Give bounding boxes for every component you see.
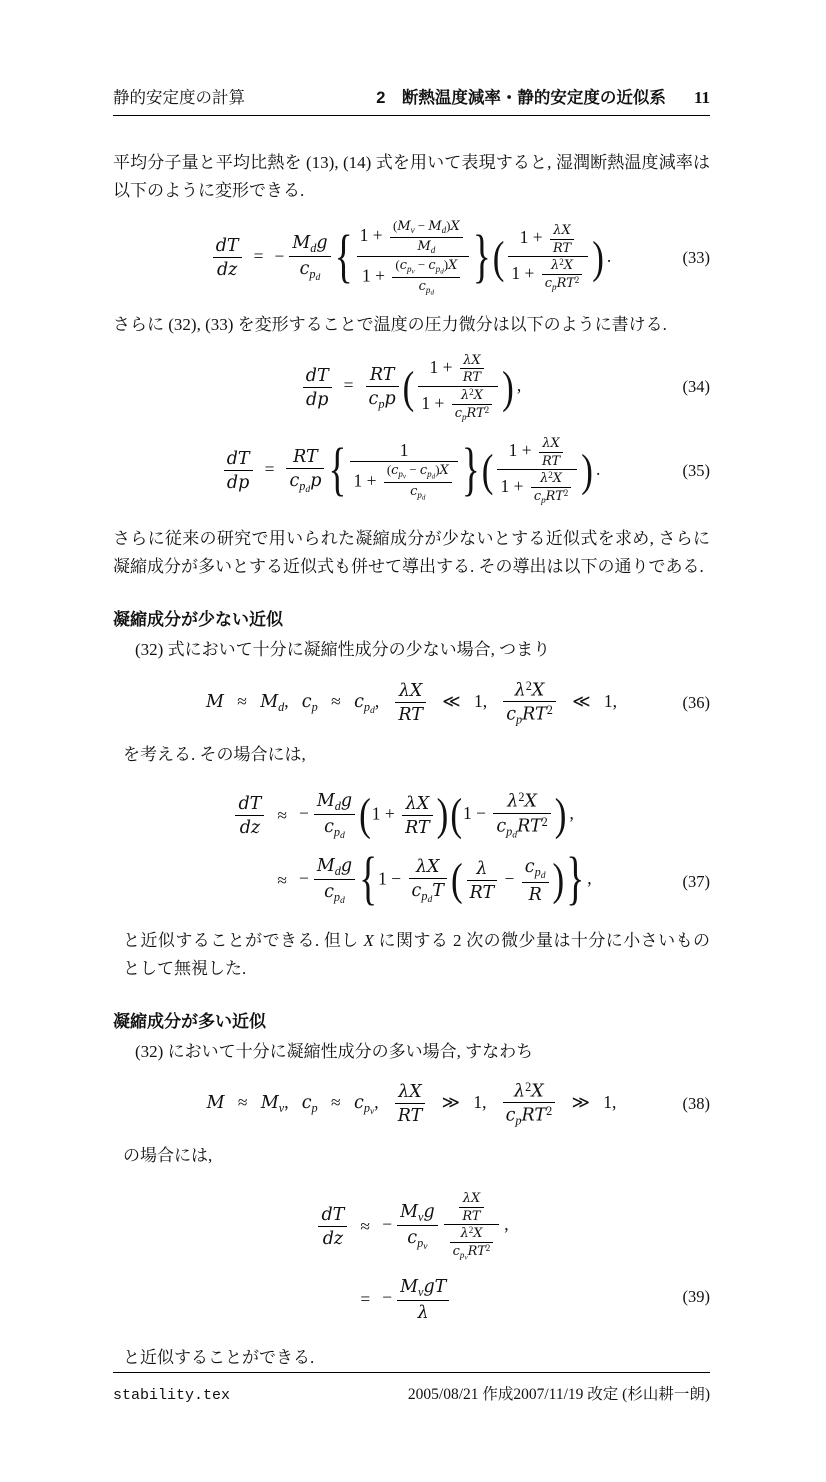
- equation-number-37: (37): [682, 871, 710, 891]
- paragraph-in-this-case: の場合には,: [123, 1145, 213, 1165]
- equation-35: [113, 436, 710, 505]
- paragraph-conclusion: と近似することができる.: [123, 1347, 315, 1367]
- equation-39-lhs: $\frac{dT}{dz}$: [312, 1184, 350, 1269]
- equation-number-34: (34): [682, 377, 710, 397]
- equation-37-align: [229, 783, 593, 913]
- equation-37-line-1: [229, 783, 593, 848]
- equation-39-relation-1: ≈: [360, 1215, 370, 1236]
- equation-33: [113, 219, 710, 297]
- equation-39-align: [312, 1184, 510, 1330]
- equation-39-rhs-2: − $M_vgT$ λ: [380, 1269, 510, 1330]
- paragraph-neglect-second-order: と近似することができる. 但し X に関する 2 次の微少量は十分に小さいものとして無視した.: [123, 930, 711, 978]
- equation-37-relation-1: ≈: [277, 804, 287, 825]
- equation-number-36: (36): [682, 692, 710, 712]
- equation-37-line-2: [229, 845, 593, 913]
- subsection-heading-much-condensate: 凝縮成分が多い近似: [113, 1011, 266, 1031]
- page-footer: [113, 1372, 710, 1482]
- equation-36-body: $M \approx M_d$, $c_p \approx c_{pd}$, $\frac{\lambda X}{RT}$ ≪ 1, $\lambda^2X$ $c_pRT^2$ ≪ 1,: [205, 678, 618, 727]
- equation-number-33: (33): [682, 247, 710, 267]
- page-body: [113, 116, 710, 1372]
- paragraph-intro: 平均分子量と平均比熱を (13), (14) 式を用いて表現すると, 湿潤断熱温度減率は以下のように変形できる.: [113, 153, 710, 201]
- header-section-title: 2 断熱温度減率・静的安定度の近似系: [376, 89, 666, 107]
- paragraph-consider-case: を考える. その場合には,: [123, 744, 306, 764]
- equation-39-line-2: [312, 1269, 510, 1330]
- paragraph-approximations-intro: さらに従来の研究で用いられた凝縮成分が少ないとする近似式を求め, さらに凝縮成分が多いとする近似式も併せて導出する. その導出は以下の通りである.: [113, 529, 710, 577]
- equation-35-body: $\frac{dT}{dp}$ = RT $c_{pd}p$ { 1 1 + $(c_{pv} - c_{pd})X$ $c_{pd}$ }( 1 + $\frac{\lambda X}{RT}$ 1 + $\lambda^2X$ $c_pRT^2$ ) .: [221, 436, 603, 505]
- equation-39: [113, 1184, 710, 1330]
- equation-39-rhs-1: − $M_vg$ $c_{pv}$ $\frac{\lambda X}{RT}$ $\lambda^2X$ $c_{pv}RT^2$ ,: [382, 1190, 509, 1262]
- equation-number-38: (38): [682, 1093, 710, 1113]
- equation-39-line-1: [312, 1184, 510, 1269]
- equation-36: [113, 679, 710, 727]
- equation-37-rhs-1: − $M_dg$ $c_{pd}$ (1 + $\frac{\lambda X}{RT}$ )(1 − $\lambda^2X$ $c_{pd}RT^2$ ) ,: [298, 789, 574, 841]
- header-doc-title: 静的安定度の計算: [113, 88, 245, 107]
- equation-38-body: $M \approx M_v$, $c_p \approx c_{pv}$, $\frac{\lambda X}{RT}$ ≫ 1, $\lambda^2X$ $c_pRT^2$ ≫ 1,: [206, 1079, 617, 1128]
- footer-rule: [113, 1372, 710, 1373]
- equation-37-lhs: $\frac{dT}{dz}$: [229, 783, 267, 848]
- header-page-number: 11: [693, 88, 710, 107]
- paragraph-pressure-derivative: さらに (32), (33) を変形することで温度の圧力微分は以下のように書ける.: [113, 314, 667, 334]
- equation-number-39: (39): [682, 1286, 710, 1306]
- footer-revision-date: 2005/08/21 作成2007/11/19 改定 (杉山耕一朗): [407, 1385, 710, 1403]
- equation-34: [113, 353, 710, 422]
- equation-37-rhs-2: − $M_dg$ $c_{pd}$ {1 − λX $c_{pd}T$ ( $\frac{\lambda}{RT}$ − $c_{pd}$ R )} ,: [298, 845, 592, 912]
- equation-33-body: $\frac{dT}{dz}$ = − $M_dg$ $c_{pd}$ { 1 + $\frac{(M_v - M_d)X}{M_d}$ 1 + $(c_{pv} - c_{pd})X$ $c_{pd}$ }( 1 + $\frac{\lambda X}{RT}$ 1 + $\lambda^2X$ $c_pRT^2$ ) .: [210, 219, 614, 297]
- paragraph-few-condensate-case: (32) 式において十分に凝縮性成分の少ない場合, つまり: [135, 640, 551, 660]
- equation-38: [113, 1080, 710, 1128]
- paragraph-much-condensate-case: (32) において十分に凝縮性成分の多い場合, すなわち: [135, 1041, 534, 1061]
- equation-39-relation-2: =: [360, 1288, 371, 1309]
- footer-filename: stability.tex: [113, 1386, 231, 1404]
- subsection-heading-few-condensate: 凝縮成分が少ない近似: [113, 610, 283, 630]
- equation-34-body: $\frac{dT}{dp}$ = RT $c_pp$ ( 1 + $\frac{\lambda X}{RT}$ 1 + $\lambda^2X$ $c_pRT^2$ ) ,: [300, 353, 523, 422]
- equation-number-35: (35): [682, 460, 710, 480]
- page-header: [113, 84, 710, 108]
- equation-37: [113, 783, 710, 913]
- equation-37-relation-2: ≈: [277, 869, 287, 890]
